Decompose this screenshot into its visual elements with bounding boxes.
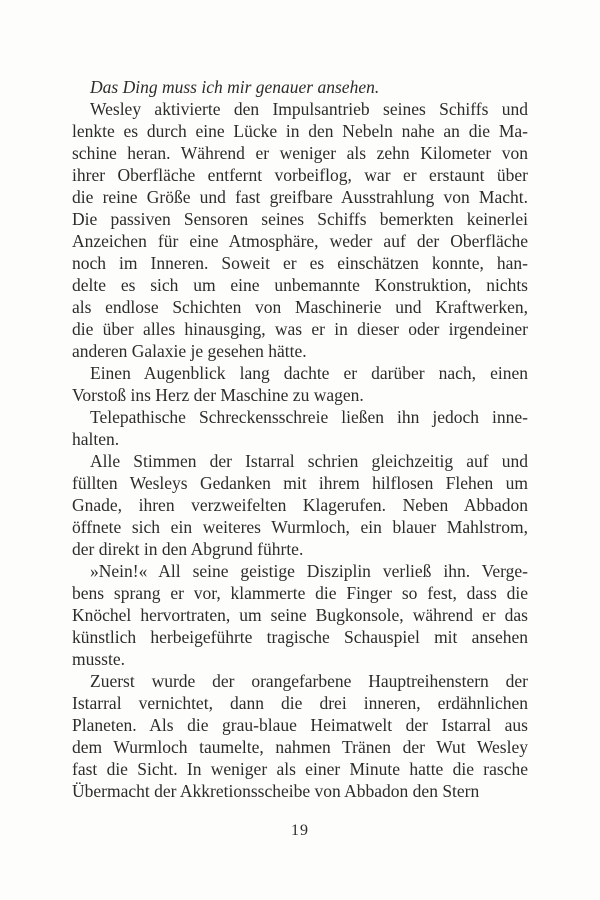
text-line: »Nein!« All seine geistige Disziplin verließ ihn. Verge- <box>90 561 528 581</box>
text-line: Knöchel hervortraten, um seine Bugkonsole, während er das <box>72 605 528 625</box>
paragraph <box>72 76 528 98</box>
page-number: 19 <box>291 822 309 839</box>
text-line: dem Wurmloch taumelte, nahmen Tränen der Wut Wesley <box>72 737 528 757</box>
text-line: Vorstoß ins Herz der Maschine zu wagen. <box>72 385 364 405</box>
paragraph <box>72 98 528 362</box>
text-line: halten. <box>72 429 120 449</box>
text-line: Alle Stimmen der Istarral schrien gleichzeitig auf und <box>90 451 528 471</box>
paragraph <box>72 670 528 802</box>
text-line: Telepathische Schreckensschreie ließen ihn jedoch inne- <box>90 407 528 427</box>
text-line: Wesley aktivierte den Impulsantrieb seines Schiffs und <box>90 99 528 119</box>
text-line: Gnade, ihren verzweifelten Klagerufen. Neben Abbadon <box>72 495 528 515</box>
text-line: delte es sich um eine unbemannte Konstruktion, nichts <box>72 275 528 295</box>
text-line: musste. <box>72 649 125 669</box>
text-line: Zuerst wurde der orangefarbene Hauptreihenstern der <box>90 671 528 691</box>
text-line: als endlose Schichten von Maschinerie und Kraftwerken, <box>72 297 528 317</box>
text-line: füllten Wesleys Gedanken mit ihrem hilflosen Flehen um <box>72 473 528 493</box>
text-line: schine heran. Während er weniger als zehn Kilometer von <box>72 143 528 163</box>
text-line: die über alles hinausging, was er in dieser oder irgendeiner <box>72 319 528 339</box>
text-line: fast die Sicht. In weniger als einer Minute hatte die rasche <box>72 759 528 779</box>
text-line: Anzeichen für eine Atmosphäre, weder auf der Oberfläche <box>72 231 528 251</box>
paragraph <box>72 406 528 450</box>
text-line: Die passiven Sensoren seines Schiffs bemerkten keinerlei <box>72 209 528 229</box>
text-line: Übermacht der Akkretionsscheibe von Abbadon den Stern <box>72 781 480 801</box>
text-line: Istarral vernichtet, dann die drei inneren, erdähnlichen <box>72 693 528 713</box>
text-line: künstlich herbeigeführte tragische Schauspiel mit ansehen <box>72 627 528 647</box>
text-line: die reine Größe und fast greifbare Ausstrahlung von Macht. <box>72 187 528 207</box>
paragraph <box>72 450 528 560</box>
text-line: ihrer Oberfläche entfernt vorbeiflog, war er erstaunt über <box>72 165 528 185</box>
text-line: Das Ding muss ich mir genauer ansehen. <box>90 77 380 97</box>
text-block <box>72 76 528 802</box>
text-line: Planeten. Als die grau-blaue Heimatwelt der Istarral aus <box>72 715 528 735</box>
text-line: noch im Inneren. Soweit er es einschätzen konnte, han- <box>72 253 528 273</box>
text-line: lenkte es durch eine Lücke in den Nebeln nahe an die Ma- <box>72 121 528 141</box>
paragraph <box>72 362 528 406</box>
text-line: öffnete sich ein weiteres Wurmloch, ein blauer Mahlstrom, <box>72 517 528 537</box>
text-line: bens sprang er vor, klammerte die Finger so fest, dass die <box>72 583 528 603</box>
paragraph <box>72 560 528 670</box>
text-line: anderen Galaxie je gesehen hätte. <box>72 341 307 361</box>
text-line: der direkt in den Abgrund führte. <box>72 539 304 559</box>
text-line: Einen Augenblick lang dachte er darüber nach, einen <box>90 363 528 383</box>
